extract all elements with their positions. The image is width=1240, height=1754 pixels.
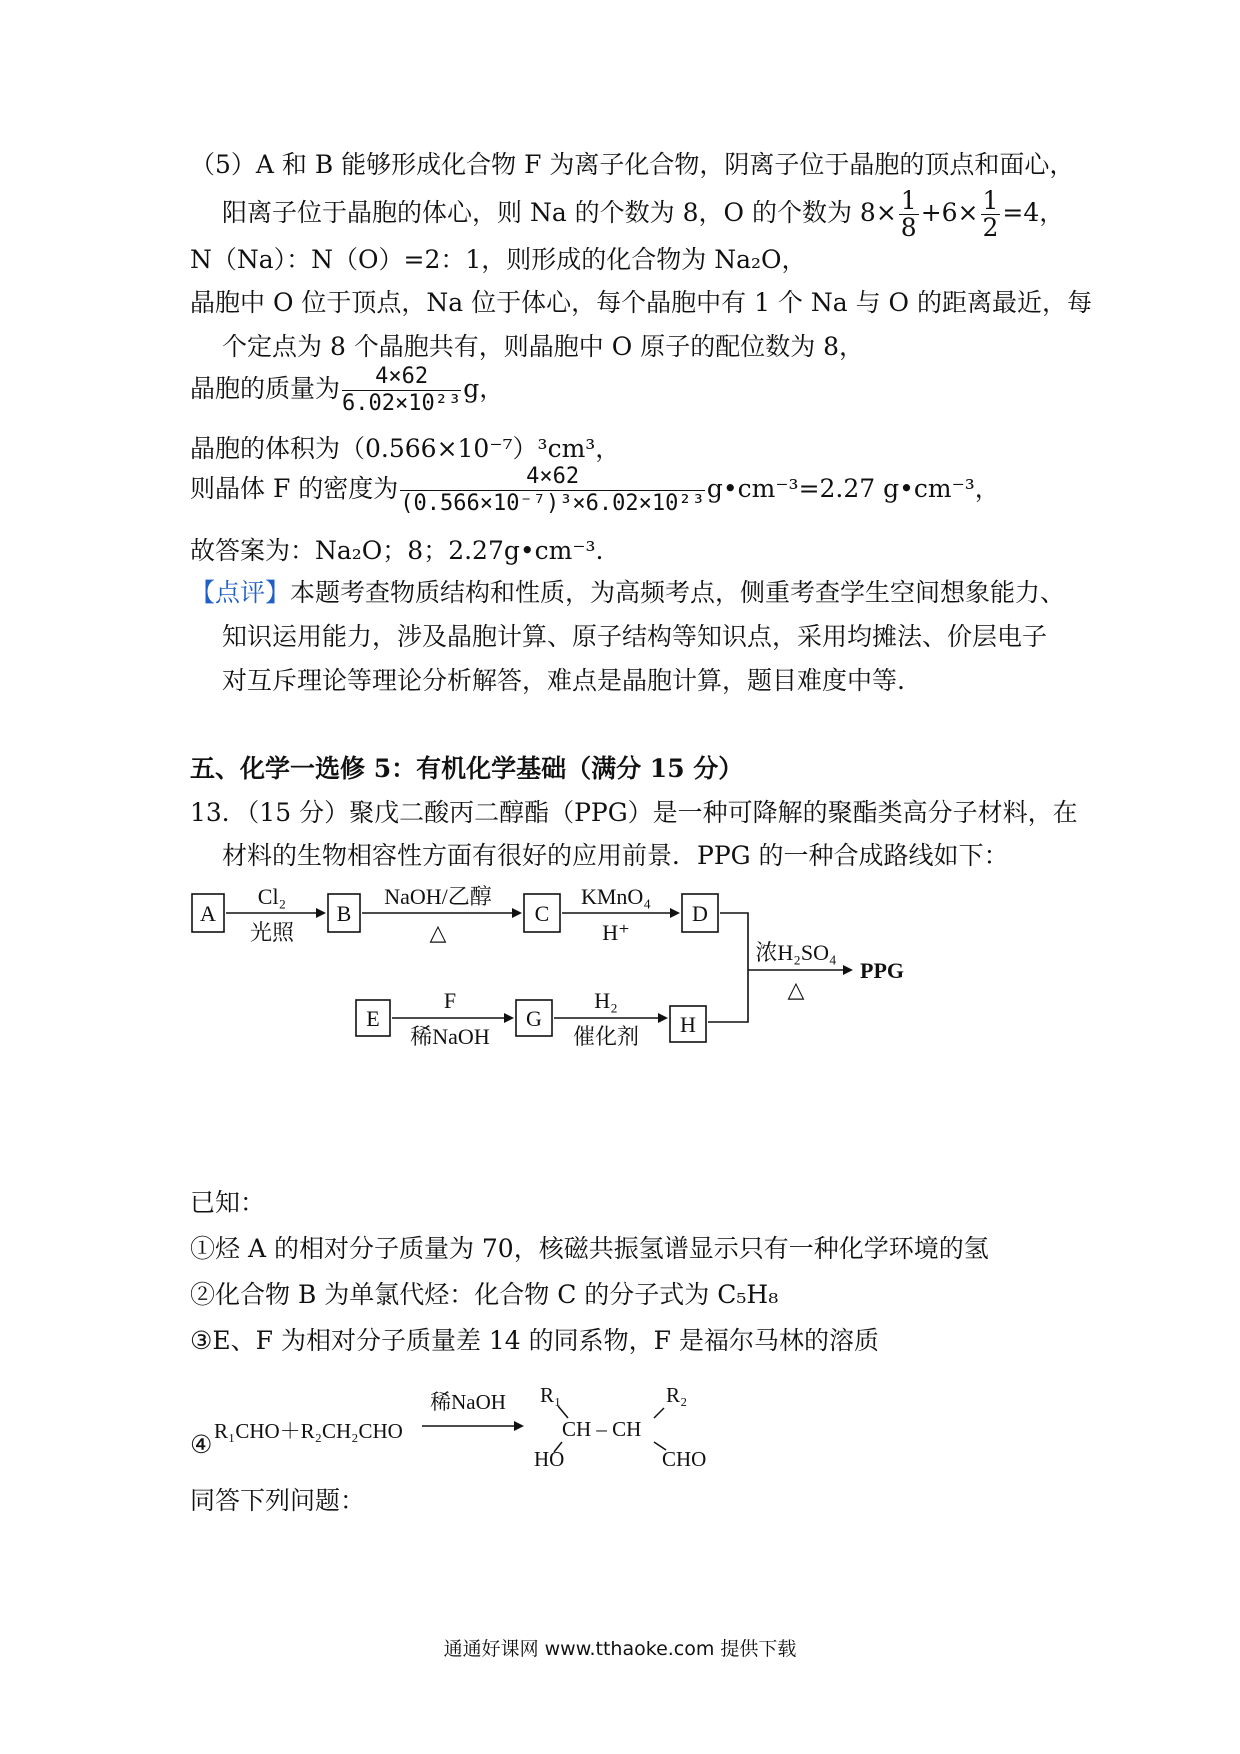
fraction-denominator: 2 bbox=[982, 213, 999, 242]
synthesis-route-diagram bbox=[0, 880, 1240, 1170]
fraction-denominator: 8 bbox=[900, 213, 917, 242]
condition-catalyst: 催化剂 bbox=[572, 1024, 640, 1049]
comment-text-1: 本题考查物质结构和性质，为高频考点，侧重考查学生空间想象能力、 bbox=[290, 578, 1066, 607]
solution-line-4: 晶胞中 O 位于顶点，Na 位于体心，每个晶胞中有 1 个 Na 与 O 的距离最近，每 bbox=[190, 288, 1092, 317]
reagent-h2: H₂ bbox=[594, 988, 618, 1013]
reagent-naoh-ethanol: NaOH/乙醇 bbox=[384, 884, 492, 909]
fraction-numerator: 4×62 bbox=[400, 464, 705, 491]
compound-B: B bbox=[336, 901, 352, 926]
comment-line-1 bbox=[190, 576, 1065, 610]
compound-G: G bbox=[526, 1006, 542, 1031]
page-footer: 通通好课网 www.tthaoke.com 提供下载 bbox=[443, 1638, 797, 1660]
aldol-reaction-diagram bbox=[200, 1378, 760, 1478]
comment-line-3: 对互斥理论等理论分析解答，难点是晶胞计算，题目难度中等. bbox=[222, 666, 905, 695]
answer-prompt: 同答下列问题： bbox=[190, 1486, 366, 1515]
aldol-r1: R₁ bbox=[540, 1383, 562, 1407]
known-1: ①烃 A 的相对分子质量为 70，核磁共振氢谱显示只有一种化学环境的氢 bbox=[190, 1234, 989, 1263]
reagent-cl2: Cl₂ bbox=[257, 884, 287, 909]
crystal-mass-label: 晶胞的质量为 bbox=[190, 374, 341, 403]
aldol-cho: CHO bbox=[662, 1447, 707, 1471]
known-2: ②化合物 B 为单氯代烃：化合物 C 的分子式为 C₅H₈ bbox=[190, 1280, 779, 1309]
aldol-reactants: R₁CHO＋R₂CH₂CHO bbox=[214, 1419, 403, 1443]
compound-D: D bbox=[692, 901, 708, 926]
reagent-F: F bbox=[443, 988, 457, 1013]
solution-line-1: （5）A 和 B 能够形成化合物 F 为离子化合物，阴离子位于晶胞的顶点和面心， bbox=[190, 150, 1075, 179]
q13-line-2: 材料的生物相容性方面有很好的应用前景．PPG 的一种合成路线如下： bbox=[222, 841, 1009, 870]
fraction-denominator: (0.566×10⁻⁷)³×6.02×10²³ bbox=[400, 491, 705, 516]
condition-heat-1: △ bbox=[429, 920, 447, 945]
solution-answer: 故答案为：Na₂O；8；2.27g•cm⁻³. bbox=[190, 536, 604, 565]
q13-line-1: 13．（15 分）聚戊二酸丙二醇酯（PPG）是一种可降解的聚酯类高分子材料，在 bbox=[190, 798, 1078, 827]
fraction-numerator: 1 bbox=[982, 186, 999, 215]
solution-line-5: 个定点为 8 个晶胞共有，则晶胞中 O 原子的配位数为 8， bbox=[222, 332, 865, 361]
compound-A: A bbox=[200, 901, 216, 926]
solution-line-2-mid: +6× bbox=[920, 198, 979, 227]
solution-line-2 bbox=[222, 188, 1064, 241]
compound-E: E bbox=[366, 1006, 380, 1031]
product-ppg: PPG bbox=[860, 958, 904, 983]
condition-light: 光照 bbox=[249, 920, 295, 945]
compound-C: C bbox=[534, 901, 550, 926]
aldol-condition: 稀NaOH bbox=[430, 1390, 506, 1414]
aldol-r2: R₂ bbox=[666, 1383, 688, 1407]
fraction-numerator: 1 bbox=[900, 186, 917, 215]
fraction-one-eighth bbox=[899, 188, 919, 241]
comment-tag: 【点评】 bbox=[190, 578, 291, 607]
density-fraction bbox=[400, 464, 705, 517]
solution-line-2-post: =4， bbox=[1002, 198, 1065, 227]
solution-line-6 bbox=[190, 364, 504, 417]
solution-line-7: 晶胞的体积为（0.566×10⁻⁷）³cm³， bbox=[190, 434, 621, 463]
condition-dilute-naoh: 稀NaOH bbox=[410, 1024, 490, 1049]
condition-heat-2: △ bbox=[787, 977, 805, 1002]
solution-line-2-pre: 阳离子位于晶胞的体心，则 Na 的个数为 8，O 的个数为 8× bbox=[222, 198, 897, 227]
fraction-one-half bbox=[981, 188, 1001, 241]
solution-line-3: N（Na）：N（O）=2：1，则形成的化合物为 Na₂O， bbox=[190, 245, 807, 274]
reagent-conc-h2so4: 浓H₂SO₄ bbox=[755, 940, 837, 965]
density-result: g•cm⁻³=2.27 g•cm⁻³， bbox=[706, 474, 1000, 503]
known-4-number: ④ bbox=[190, 1430, 213, 1459]
aldol-chain: CH – CH bbox=[562, 1417, 642, 1441]
comment-line-2: 知识运用能力，涉及晶胞计算、原子结构等知识点，采用均摊法、价层电子 bbox=[222, 622, 1048, 651]
solution-line-8 bbox=[190, 464, 1000, 517]
fraction-numerator: 4×62 bbox=[342, 364, 461, 391]
condition-acid: H⁺ bbox=[602, 920, 630, 945]
crystal-mass-fraction bbox=[342, 364, 461, 417]
known-3: ③E、F 为相对分子质量差 14 的同系物，F 是福尔马林的溶质 bbox=[190, 1326, 879, 1355]
known-title: 已知： bbox=[190, 1188, 266, 1217]
section-heading: 五、化学一选修 5：有机化学基础（满分 15 分） bbox=[190, 754, 744, 783]
crystal-mass-unit: g， bbox=[463, 374, 505, 403]
reagent-kmno4: KMnO₄ bbox=[580, 884, 652, 909]
density-label: 则晶体 F 的密度为 bbox=[190, 474, 399, 503]
compound-H: H bbox=[680, 1012, 696, 1037]
aldol-ho: HO bbox=[534, 1447, 565, 1471]
fraction-denominator: 6.02×10²³ bbox=[342, 391, 462, 416]
